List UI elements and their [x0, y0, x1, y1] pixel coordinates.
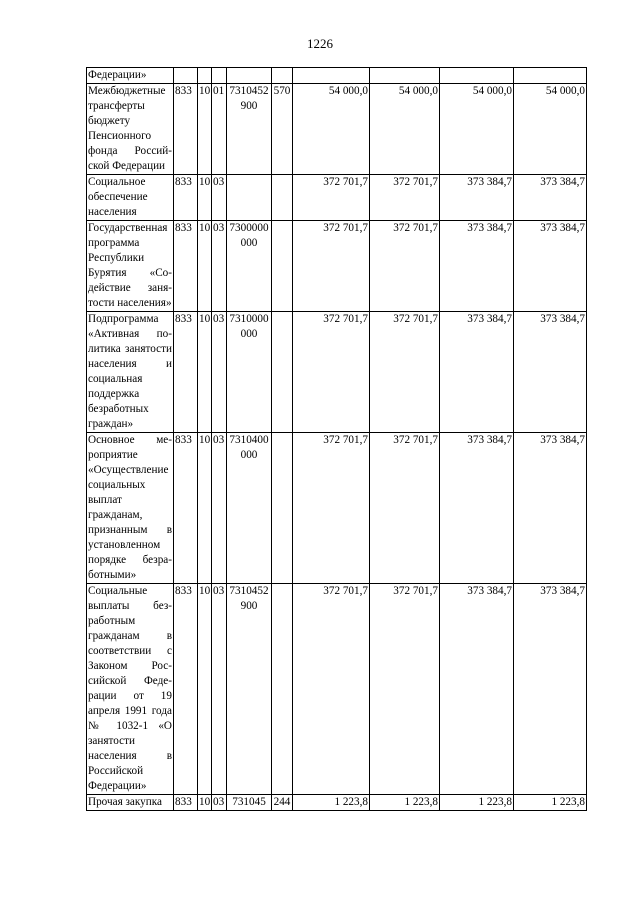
amount-3: 54 000,0 — [440, 84, 514, 175]
subsection-code: 03 — [212, 795, 227, 811]
amount-1: 372 701,7 — [293, 221, 370, 312]
target-article-code: 7310400000 — [227, 433, 272, 584]
subsection-code: 01 — [212, 84, 227, 175]
amount-2: 372 701,7 — [370, 312, 440, 433]
table-row — [87, 584, 587, 795]
table-row — [87, 175, 587, 221]
amount-2: 372 701,7 — [370, 433, 440, 584]
amount-4: 54 000,0 — [514, 84, 587, 175]
expense-type-code: 244 — [272, 795, 293, 811]
section-code: 10 — [198, 175, 212, 221]
subsection-code: 03 — [212, 221, 227, 312]
table-row — [87, 433, 587, 584]
target-article-code — [227, 175, 272, 221]
admin-code: 833 — [174, 84, 198, 175]
amount-3: 373 384,7 — [440, 221, 514, 312]
admin-code: 833 — [174, 175, 198, 221]
amount-4: 1 223,8 — [514, 795, 587, 811]
table-row — [87, 221, 587, 312]
subsection-code — [212, 68, 227, 84]
amount-4: 373 384,7 — [514, 221, 587, 312]
target-article-code: 731045 — [227, 795, 272, 811]
expense-type-code: 570 — [272, 84, 293, 175]
table-row — [87, 84, 587, 175]
amount-4: 373 384,7 — [514, 175, 587, 221]
section-code: 10 — [198, 84, 212, 175]
section-code: 10 — [198, 221, 212, 312]
amount-3: 373 384,7 — [440, 175, 514, 221]
row-name: Подпрограмма «Активная политика занятости населения и социальная поддержка безработных граждан» — [87, 312, 174, 433]
table-row — [87, 795, 587, 811]
page-number: 1226 — [307, 36, 333, 51]
table-row — [87, 68, 587, 84]
table-body — [87, 68, 587, 811]
target-article-code: 7310452900 — [227, 584, 272, 795]
amount-1: 372 701,7 — [293, 584, 370, 795]
amount-2 — [370, 68, 440, 84]
amount-1 — [293, 68, 370, 84]
section-code: 10 — [198, 433, 212, 584]
target-article-code: 7310452900 — [227, 84, 272, 175]
admin-code: 833 — [174, 221, 198, 312]
expense-type-code — [272, 221, 293, 312]
section-code — [198, 68, 212, 84]
amount-1: 372 701,7 — [293, 312, 370, 433]
expense-type-code — [272, 175, 293, 221]
expense-type-code — [272, 584, 293, 795]
amount-3 — [440, 68, 514, 84]
amount-2: 372 701,7 — [370, 221, 440, 312]
admin-code: 833 — [174, 312, 198, 433]
amount-4: 373 384,7 — [514, 312, 587, 433]
subsection-code: 03 — [212, 433, 227, 584]
row-name: Социальные выплаты безработным гражданам в соответствии с Законом Российской Федерации от 19 апреля 1991 года № 1032-1 «О занятости населения в Российской Федерации» — [87, 584, 174, 795]
row-name: Социальное обеспечение населения — [87, 175, 174, 221]
subsection-code: 03 — [212, 584, 227, 795]
row-name: Государственная программа Республики Бурятия «Содействие занятости населения» — [87, 221, 174, 312]
amount-4: 373 384,7 — [514, 433, 587, 584]
row-name: Федерации» — [87, 68, 174, 84]
expense-type-code — [272, 433, 293, 584]
section-code: 10 — [198, 584, 212, 795]
subsection-code: 03 — [212, 175, 227, 221]
amount-3: 373 384,7 — [440, 433, 514, 584]
amount-2: 372 701,7 — [370, 584, 440, 795]
expense-type-code — [272, 68, 293, 84]
section-code: 10 — [198, 312, 212, 433]
amount-4: 373 384,7 — [514, 584, 587, 795]
admin-code: 833 — [174, 584, 198, 795]
row-name: Прочая закупка — [87, 795, 174, 811]
amount-3: 373 384,7 — [440, 312, 514, 433]
section-code: 10 — [198, 795, 212, 811]
target-article-code: 7300000000 — [227, 221, 272, 312]
target-article-code: 7310000000 — [227, 312, 272, 433]
amount-3: 373 384,7 — [440, 584, 514, 795]
expense-type-code — [272, 312, 293, 433]
row-name: Межбюджетные трансферты бюджету Пенсионного фонда Российской Федерации — [87, 84, 174, 175]
amount-2: 372 701,7 — [370, 175, 440, 221]
amount-2: 54 000,0 — [370, 84, 440, 175]
budget-table — [86, 67, 587, 811]
amount-1: 372 701,7 — [293, 175, 370, 221]
row-name: Основное мероприятие «Осуществление социальных выплат гражданам, признанным в установленном порядке безработными» — [87, 433, 174, 584]
amount-2: 1 223,8 — [370, 795, 440, 811]
amount-1: 1 223,8 — [293, 795, 370, 811]
admin-code: 833 — [174, 433, 198, 584]
amount-3: 1 223,8 — [440, 795, 514, 811]
subsection-code: 03 — [212, 312, 227, 433]
table-row — [87, 312, 587, 433]
amount-4 — [514, 68, 587, 84]
admin-code — [174, 68, 198, 84]
admin-code: 833 — [174, 795, 198, 811]
amount-1: 372 701,7 — [293, 433, 370, 584]
amount-1: 54 000,0 — [293, 84, 370, 175]
target-article-code — [227, 68, 272, 84]
